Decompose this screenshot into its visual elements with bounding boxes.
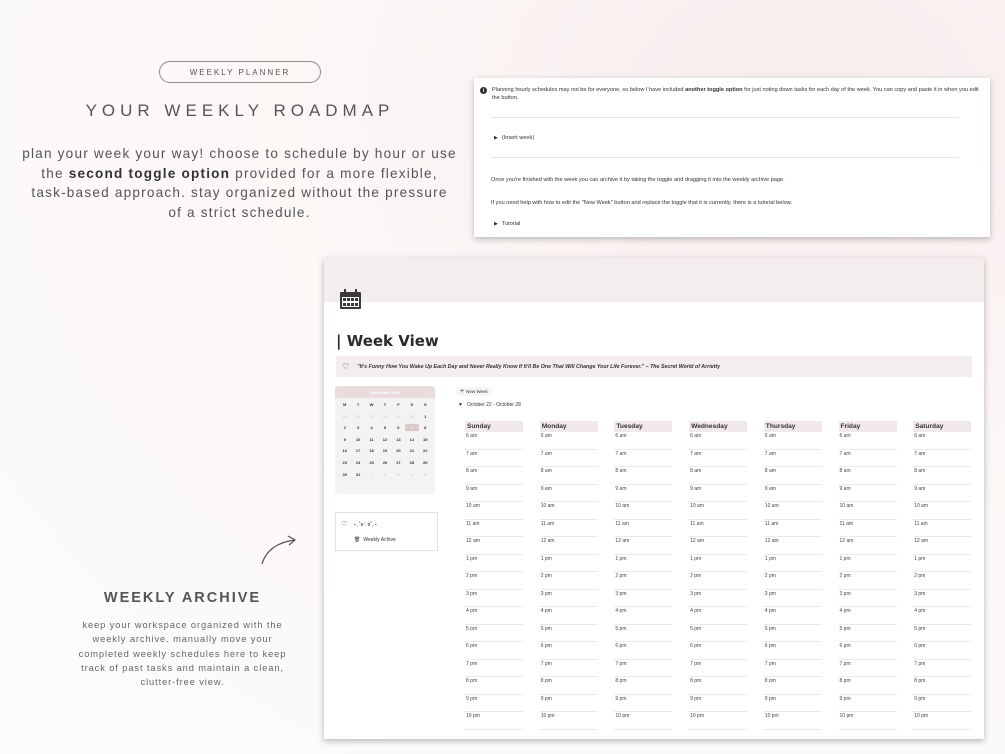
weekday-label: M (343, 402, 347, 407)
calendar-day[interactable]: 28 (409, 459, 415, 465)
calendar-day[interactable]: 19 (382, 448, 388, 454)
hour-slot[interactable]: 8 pm (465, 677, 523, 695)
hour-slot[interactable]: 2 pm (465, 572, 523, 590)
hour-slot[interactable]: 12 am (764, 537, 822, 555)
hour-slot[interactable]: 6 pm (540, 642, 598, 660)
hour-slot[interactable]: 6 am (614, 432, 672, 450)
hour-slot[interactable]: 7 am (465, 450, 523, 468)
prev-month-icon[interactable]: ‹ (339, 389, 341, 395)
hour-slot[interactable]: 9 pm (614, 695, 672, 713)
hour-slot[interactable]: 2 pm (839, 572, 897, 590)
calendar-day[interactable]: 3 (397, 471, 400, 477)
calendar-day[interactable]: 4 (370, 425, 373, 431)
hour-slot[interactable]: 12 am (540, 537, 598, 555)
hour-slot[interactable]: 5 pm (839, 625, 897, 643)
hour-slot[interactable]: 6 pm (764, 642, 822, 660)
weekday-label: S (423, 402, 427, 407)
roadmap-title: YOUR WEEKLY ROADMAP (85, 101, 395, 120)
hour-slot[interactable]: 12 am (689, 537, 747, 555)
calendar-day[interactable]: 15 (423, 436, 428, 442)
page-cover (324, 258, 984, 302)
hour-slot[interactable]: 8 pm (689, 677, 747, 695)
quote-text: "It's Funny How You Wake Up Each Day and Never Really Know If It'll Be One That Will Change Your Life Forever." – The Secret World of Arrietty (357, 363, 721, 370)
weekday-label: T (356, 402, 360, 407)
hour-slot[interactable]: 10 am (614, 502, 672, 520)
calendar-day[interactable]: 22 (423, 448, 428, 454)
weekly-archive-box (335, 512, 438, 551)
hour-slot[interactable]: 1 pm (839, 555, 897, 573)
hour-slot[interactable]: 10 pm (614, 712, 672, 730)
weekly-schedule (465, 421, 973, 731)
calendar-day[interactable]: 27 (396, 459, 401, 465)
hour-slot[interactable]: 6 pm (614, 642, 672, 660)
weekday-label: T (383, 402, 387, 407)
hour-slot[interactable]: 5 pm (913, 625, 971, 643)
hour-slot[interactable]: 6 am (689, 432, 747, 450)
hour-slot[interactable]: 3 pm (614, 590, 672, 608)
hour-slot[interactable]: 9 am (913, 485, 971, 503)
notes-card (474, 78, 990, 237)
day-column (540, 421, 598, 730)
hour-slot[interactable]: 4 pm (913, 607, 971, 625)
hour-slot[interactable]: 8 am (614, 467, 672, 485)
info-icon: i (480, 87, 487, 94)
calendar-day[interactable]: 16 (342, 448, 347, 454)
hour-slot[interactable]: 5 pm (689, 625, 747, 643)
hour-slot[interactable]: 8 pm (764, 677, 822, 695)
archive-decoration: ♡ ⋆｡˚ʚ♡ɞ˚｡⋆ (341, 521, 378, 528)
hour-slot[interactable]: 4 pm (540, 607, 598, 625)
hour-slot[interactable]: 8 am (913, 467, 971, 485)
hour-slot[interactable]: 7 am (614, 450, 672, 468)
weekday-label: S (410, 402, 414, 407)
toggle-triangle-down-icon: ▼ (458, 402, 463, 408)
weekly-archive-description: keep your workspace organized with the weekly archive. manually move your completed weekly schedules here to keep track of past tasks and maintain a clean, clutter-free view. (78, 620, 287, 688)
weekly-archive-title: WEEKLY ARCHIVE (103, 590, 262, 606)
hour-slot[interactable]: 9 pm (913, 695, 971, 713)
hour-slot[interactable]: 8 am (689, 467, 747, 485)
quote-callout (336, 356, 972, 377)
divider (491, 157, 958, 158)
hour-slot[interactable]: 1 pm (913, 555, 971, 573)
calendar-day[interactable]: 2 (383, 471, 387, 477)
calendar-day[interactable]: 12 (382, 436, 388, 442)
archive-bin-icon: 🗑 (354, 537, 361, 543)
hour-slot[interactable]: 1 pm (614, 555, 672, 573)
hour-slot[interactable]: 10 am (839, 502, 897, 520)
day-header: Monday (540, 421, 598, 432)
calendar-day[interactable]: 13 (396, 436, 401, 442)
heart-icon: ♡ (342, 362, 350, 371)
hour-slot[interactable]: 9 pm (465, 695, 523, 713)
hour-slot[interactable]: 1 pm (689, 555, 747, 573)
toggle-triangle-icon: ▶ (494, 221, 498, 227)
hour-slot[interactable]: 7 pm (764, 660, 822, 678)
hour-slot[interactable]: 10 am (465, 502, 523, 520)
hour-slot[interactable]: 9 am (839, 485, 897, 503)
hour-slot[interactable]: 4 pm (465, 607, 523, 625)
hour-slot[interactable]: 4 pm (614, 607, 672, 625)
calendar-day[interactable]: 18 (369, 448, 374, 454)
hour-slot[interactable]: 12 am (465, 537, 523, 555)
tutorial-toggle[interactable]: ▶ Tutorial (494, 221, 521, 227)
hour-slot[interactable]: 4 pm (839, 607, 897, 625)
hour-slot[interactable]: 7 am (689, 450, 747, 468)
hour-slot[interactable]: 12 am (913, 537, 971, 555)
hour-slot[interactable]: 10 pm (913, 712, 971, 730)
hour-slot[interactable]: 9 pm (689, 695, 747, 713)
hour-slot[interactable]: 6 pm (839, 642, 897, 660)
calendar-day[interactable]: 30 (409, 413, 415, 419)
hour-slot[interactable]: 5 pm (540, 625, 598, 643)
mini-calendar-header (335, 386, 435, 398)
day-column (913, 421, 971, 730)
divider (491, 117, 958, 118)
hour-slot[interactable]: 12 am (839, 537, 897, 555)
calendar-day[interactable]: 29 (423, 459, 428, 465)
hour-slot[interactable]: 10 pm (540, 712, 598, 730)
calendar-day[interactable]: 30 (342, 471, 347, 477)
calendar-day[interactable]: 11 (369, 436, 374, 442)
hour-slot[interactable]: 10 am (913, 502, 971, 520)
hour-slot[interactable]: 7 am (913, 450, 971, 468)
hour-slot[interactable]: 7 am (764, 450, 822, 468)
insert-week-toggle[interactable]: ▶ (Insert week) (494, 135, 535, 141)
hour-slot[interactable]: 8 am (839, 467, 897, 485)
hour-slot[interactable]: 8 am (764, 467, 822, 485)
calendar-day[interactable]: 1 (424, 413, 427, 419)
day-header: Friday (839, 421, 897, 432)
hour-slot[interactable]: 11 am (839, 520, 897, 538)
hour-slot[interactable]: 3 pm (689, 590, 747, 608)
hour-slot[interactable]: 9 am (614, 485, 672, 503)
calendar-day[interactable]: 26 (355, 413, 361, 419)
info-callout (480, 86, 980, 102)
hour-slot[interactable]: 2 pm (764, 572, 822, 590)
hour-slot[interactable]: 9 am (764, 485, 822, 503)
calendar-day[interactable]: 23 (342, 459, 347, 465)
day-header: Thursday (764, 421, 822, 432)
hour-slot[interactable]: 5 pm (614, 625, 672, 643)
hour-slot[interactable]: 3 pm (913, 590, 971, 608)
calendar-day[interactable]: 1 (370, 471, 373, 477)
calendar-day[interactable]: 4 (410, 471, 413, 477)
calendar-day[interactable]: 8 (424, 425, 427, 431)
weekday-label: W (369, 402, 374, 407)
hour-slot[interactable]: 7 pm (540, 660, 598, 678)
hour-slot[interactable]: 10 pm (689, 712, 747, 730)
hour-slot[interactable]: 1 pm (465, 555, 523, 573)
curved-arrow-icon (258, 532, 300, 566)
next-month-icon[interactable]: › (429, 389, 431, 395)
page-title: | Week View (336, 332, 439, 350)
hour-slot[interactable]: 7 pm (839, 660, 897, 678)
calendar-day[interactable]: 5 (383, 425, 387, 431)
hour-slot[interactable]: 3 pm (764, 590, 822, 608)
hour-slot[interactable]: 12 am (614, 537, 672, 555)
hour-slot[interactable]: 1 pm (540, 555, 598, 573)
day-header: Sunday (465, 421, 523, 432)
calendar-day[interactable]: 24 (355, 459, 361, 465)
hour-slot[interactable]: 2 pm (913, 572, 971, 590)
day-column (465, 421, 523, 730)
hour-slot[interactable]: 7 pm (689, 660, 747, 678)
hour-slot[interactable]: 9 am (540, 485, 598, 503)
info-text: Planning hourly schedules may not be for everyone, so below I have included another toggle option for just noting down tasks for each day of the week. You can copy and paste it in when you edit the button. (492, 87, 979, 101)
hour-slot[interactable]: 6 pm (465, 642, 523, 660)
calendar-day[interactable]: 10 (355, 436, 361, 442)
hour-slot[interactable]: 3 pm (839, 590, 897, 608)
day-header: Tuesday (614, 421, 672, 432)
calendar-day[interactable]: 17 (355, 448, 361, 454)
hour-slot[interactable]: 10 am (689, 502, 747, 520)
hour-slot[interactable]: 11 am (913, 520, 971, 538)
weekday-label: F (397, 402, 400, 407)
calendar-day[interactable]: 28 (382, 413, 388, 419)
hour-slot[interactable]: 10 am (540, 502, 598, 520)
weekly-archive-link[interactable]: 🗑 Weekly Achive (354, 537, 396, 543)
calendar-day[interactable]: 21 (409, 448, 415, 454)
hour-slot[interactable]: 9 pm (540, 695, 598, 713)
heart-icon: ♡ (341, 521, 348, 528)
hour-slot[interactable]: 2 pm (689, 572, 747, 590)
calendar-day[interactable]: 2 (343, 425, 346, 431)
hour-slot[interactable]: 6 pm (689, 642, 747, 660)
mini-calendar-widget (335, 386, 435, 494)
hour-slot[interactable]: 8 am (540, 467, 598, 485)
hour-slot[interactable]: 10 pm (764, 712, 822, 730)
calendar-day[interactable]: 29 (396, 413, 401, 419)
hour-slot[interactable]: 7 am (540, 450, 598, 468)
calendar-day[interactable]: 20 (396, 448, 401, 454)
hour-slot[interactable]: 11 am (614, 520, 672, 538)
hour-slot[interactable]: 11 am (540, 520, 598, 538)
hour-slot[interactable]: 7 pm (614, 660, 672, 678)
calendar-day[interactable]: 26 (382, 459, 388, 465)
hour-slot[interactable]: 11 am (689, 520, 747, 538)
calendar-day[interactable]: 27 (369, 413, 374, 419)
hour-slot[interactable]: 8 am (465, 467, 523, 485)
hour-slot[interactable]: 5 pm (465, 625, 523, 643)
hour-slot[interactable]: 7 pm (465, 660, 523, 678)
archive-note: Once you're finished with the week you can archive it by taking the toggle and dragging it into the weekly archive page. (491, 177, 785, 183)
day-column (614, 421, 672, 730)
hour-slot[interactable]: 10 pm (839, 712, 897, 730)
week-range-toggle[interactable]: ▼ October 22 - October 28 (458, 402, 521, 408)
hour-slot[interactable]: 8 pm (614, 677, 672, 695)
hour-slot[interactable]: 2 pm (540, 572, 598, 590)
hour-slot[interactable]: 1 pm (764, 555, 822, 573)
hour-slot[interactable]: 6 am (764, 432, 822, 450)
hour-slot[interactable]: 9 am (689, 485, 747, 503)
hour-slot[interactable]: 10 pm (465, 712, 523, 730)
calendar-day[interactable]: 25 (342, 413, 347, 419)
hour-slot[interactable]: 6 am (540, 432, 598, 450)
hour-slot[interactable]: 8 pm (913, 677, 971, 695)
hour-slot[interactable]: 6 pm (913, 642, 971, 660)
calendar-day-today[interactable]: 7 (405, 424, 418, 431)
new-week-button[interactable]: + New Week (456, 387, 492, 396)
hour-slot[interactable]: 4 pm (689, 607, 747, 625)
calendar-day[interactable]: 14 (409, 436, 415, 442)
day-header: Wednesday (689, 421, 747, 432)
week-view-page (324, 258, 984, 739)
hour-slot[interactable]: 6 am (839, 432, 897, 450)
calendar-day[interactable]: 25 (369, 459, 374, 465)
plus-icon: + (460, 388, 465, 395)
hour-slot[interactable]: 8 pm (839, 677, 897, 695)
weekly-planner-badge: WEEKLY PLANNER (159, 61, 321, 83)
hour-slot[interactable]: 4 pm (764, 607, 822, 625)
hour-slot[interactable]: 6 am (465, 432, 523, 450)
hour-slot[interactable]: 8 pm (540, 677, 598, 695)
calendar-icon[interactable] (339, 289, 362, 310)
day-column (764, 421, 822, 730)
hour-slot[interactable]: 9 am (465, 485, 523, 503)
hour-slot[interactable]: 9 pm (839, 695, 897, 713)
toggle-triangle-icon: ▶ (494, 135, 498, 141)
hour-slot[interactable]: 10 am (764, 502, 822, 520)
hour-slot[interactable]: 11 am (764, 520, 822, 538)
mini-calendar-grid (335, 398, 435, 481)
calendar-day[interactable]: 9 (343, 436, 346, 442)
hour-slot[interactable]: 7 pm (913, 660, 971, 678)
calendar-day[interactable]: 6 (397, 425, 400, 431)
hour-slot[interactable]: 9 pm (764, 695, 822, 713)
hour-slot[interactable]: 3 pm (465, 590, 523, 608)
day-column (689, 421, 747, 730)
day-header: Saturday (913, 421, 971, 432)
day-column (839, 421, 897, 730)
calendar-day[interactable]: 31 (355, 471, 361, 477)
hour-slot[interactable]: 7 am (839, 450, 897, 468)
hour-slot[interactable]: 3 pm (540, 590, 598, 608)
roadmap-description: plan your week your way! choose to schedule by hour or use the second toggle option provided for a more flexible, task-based approach. stay organized without the pressure of a strict schedule. (22, 146, 457, 220)
hour-slot[interactable]: 11 am (465, 520, 523, 538)
help-note: If you need help with how to edit the "New Week" button and replace the toggle that it is currently, there is a tutorial below. (491, 200, 793, 206)
hour-slot[interactable]: 6 am (913, 432, 971, 450)
calendar-day[interactable]: 5 (424, 471, 427, 477)
calendar-day[interactable]: 3 (357, 425, 360, 431)
hour-slot[interactable]: 2 pm (614, 572, 672, 590)
hour-slot[interactable]: 5 pm (764, 625, 822, 643)
mini-calendar-month: December 2024 (370, 389, 400, 395)
